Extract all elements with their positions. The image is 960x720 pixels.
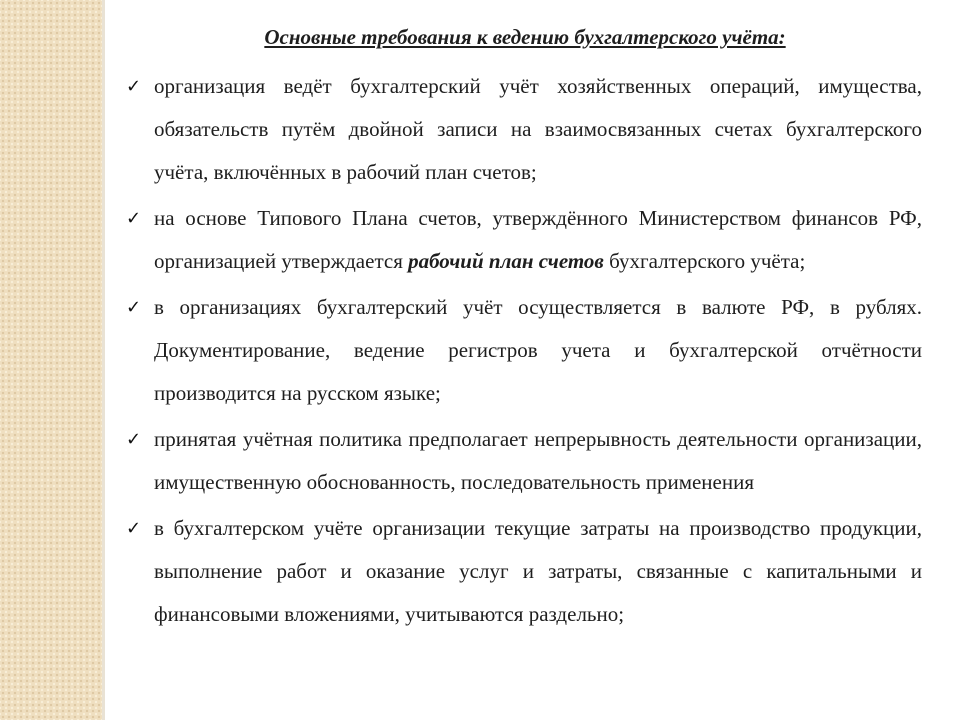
list-item [126, 65, 922, 194]
list-item [126, 197, 922, 283]
requirement-text: на основе Типового Плана счетов, утверждённого Министерством финансов РФ, организацией утверждается рабочий план счетов бухгалтерского учёта; [154, 206, 922, 273]
checkmark-icon: ✓ [126, 297, 142, 318]
side-strip-edge [102, 0, 105, 720]
checkmark-icon: ✓ [126, 76, 142, 97]
requirement-text: в бухгалтерском учёте организации текущие затраты на производство продукции, выполнение работ и оказание услуг и затраты, связанные с капитальными и финансовыми вложениями, учитываются раздельно; [154, 516, 922, 626]
list-item [126, 286, 922, 415]
requirement-text: принятая учётная политика предполагает непрерывность деятельности организации, имущественную обоснованность, последовательность применения [154, 427, 922, 494]
list-item [126, 507, 922, 636]
slide-title: Основные требования к ведению бухгалтерского учёта: [264, 25, 786, 49]
requirement-text: в организациях бухгалтерский учёт осуществляется в валюте РФ, в рублях. Документирование, ведение регистров учета и бухгалтерской отчётности производится на русском языке; [154, 295, 922, 405]
list-item [126, 418, 922, 504]
checkmark-icon: ✓ [126, 518, 142, 539]
requirements-list [126, 65, 922, 639]
decorative-side-strip [0, 0, 102, 720]
checkmark-icon: ✓ [126, 429, 142, 450]
checkmark-icon: ✓ [126, 208, 142, 229]
requirement-text: организация ведёт бухгалтерский учёт хозяйственных операций, имущества, обязательств путём двойной записи на взаимосвязанных счетах бухгалтерского учёта, включённых в рабочий план счетов; [154, 74, 922, 184]
emphasized-term: рабочий план счетов [408, 249, 604, 273]
